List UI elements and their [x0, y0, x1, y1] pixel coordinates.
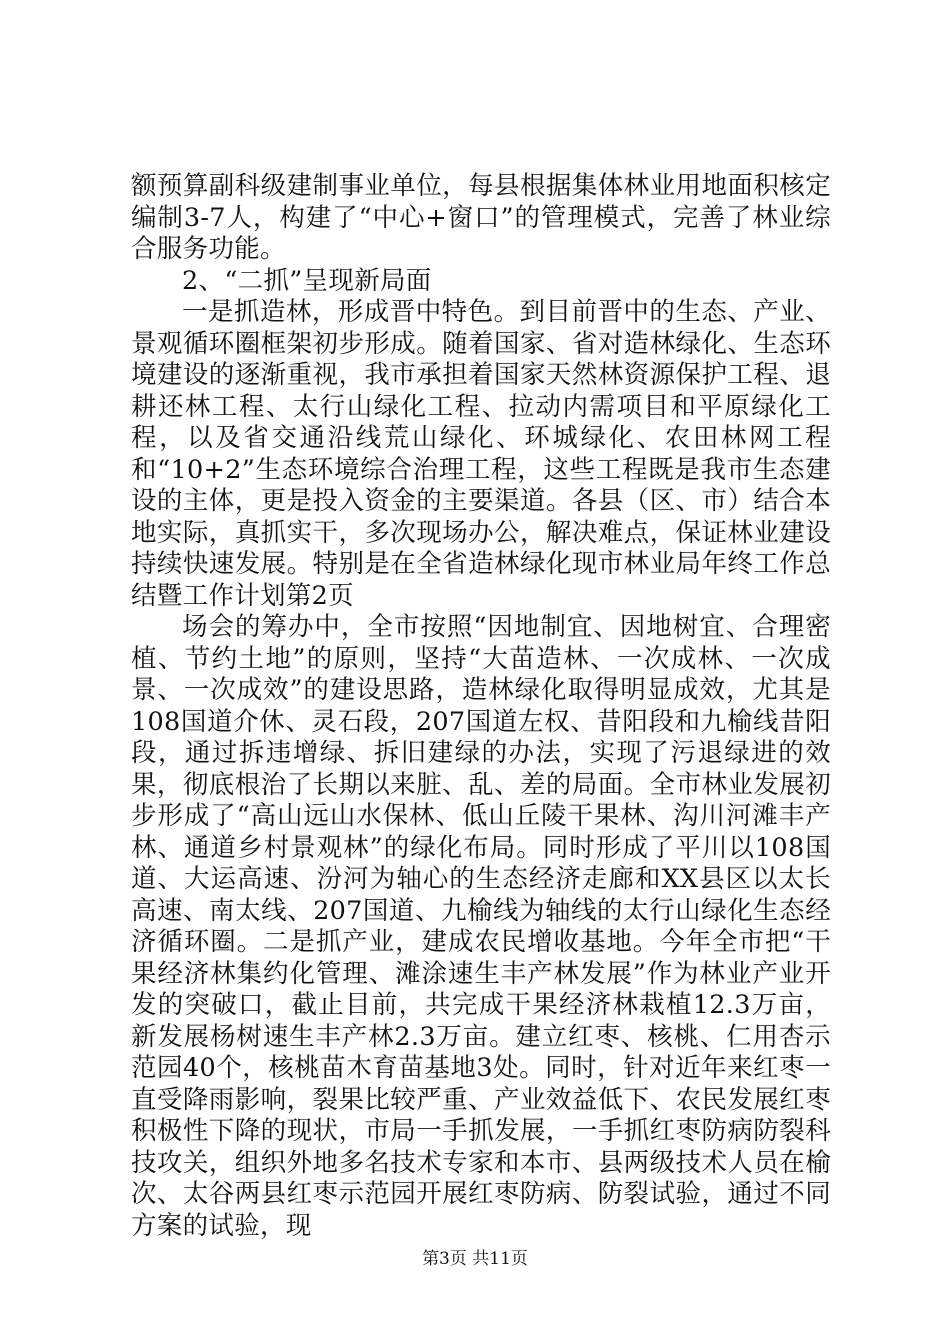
document-body — [131, 171, 831, 1242]
page-footer: 第3页 共11页 — [422, 1249, 528, 1269]
section-heading: 2、“二抓”呈现新局面 — [182, 265, 432, 296]
paragraph-continuation: 额预算副科级建制事业单位，每县根据集体林业用地面积核定编制3-7人，构建了“中心+窗口”的管理模式，完善了林业综合服务功能。 — [131, 171, 831, 264]
paragraph-afforestation: 一是抓造林，形成晋中特色。到目前晋中的生态、产业、景观循环圈框架初步形成。随着国家、省对造林绿化、生态环境建设的逐渐重视，我市承担着国家天然林资源保护工程、退耕还林工程、太行山绿化工程、拉动内需项目和平原绿化工程，以及省交通沿线荒山绿化、环城绿化、农田林网工程和“10+2”生态环境综合治理工程，这些工程既是我市生态建设的主体，更是投入资金的主要渠道。各县（区、市）结合本地实际，真抓实干，多次现场办公，解决难点，保证林业建设持续快速发展。特别是在全省造林绿化现市林业局年终工作总结暨工作计划第2页 — [131, 297, 831, 611]
paragraph-industry: 场会的筹办中，全市按照“因地制宜、因地树宜、合理密植、节约土地”的原则，坚持“大苗造林、一次成林、一次成景、一次成效”的建设思路，造林绿化取得明显成效，尤其是108国道介休、灵石段，207国道左权、昔阳段和九榆线昔阳段，通过拆违增绿、拆旧建绿的办法，实现了污退绿进的效果，彻底根治了长期以来脏、乱、差的局面。全市林业发展初步形成了“高山远山水保林、低山丘陵干果林、沟川河滩丰产林、通道乡村景观林”的绿化布局。同时形成了平川以108国道、大运高速、汾河为轴心的生态经济走廊和XX县区以太长高速、南太线、207国道、九榆线为轴线的太行山绿化生态经济循环圈。二是抓产业，建成农民增收基地。今年全市把“干果经济林集约化管理、滩涂速生丰产林发展”作为林业产业开发的突破口，截止目前，共完成干果经济林栽植12.3万亩，新发展杨树速生丰产林2.3万亩。建立红枣、核桃、仁用杏示范园40个，核桃苗木育苗基地3处。同时，针对近年来红枣一直受降雨影响，裂果比较严重、产业效益低下、农民发展红枣积极性下降的现状，市局一手抓发展，一手抓红枣防病防裂科技攻关，组织外地多名技术专家和本市、县两级技术人员在榆次、太谷两县红枣示范园开展红枣防病、防裂试验，通过不同方案的试验，现 — [131, 612, 831, 1241]
